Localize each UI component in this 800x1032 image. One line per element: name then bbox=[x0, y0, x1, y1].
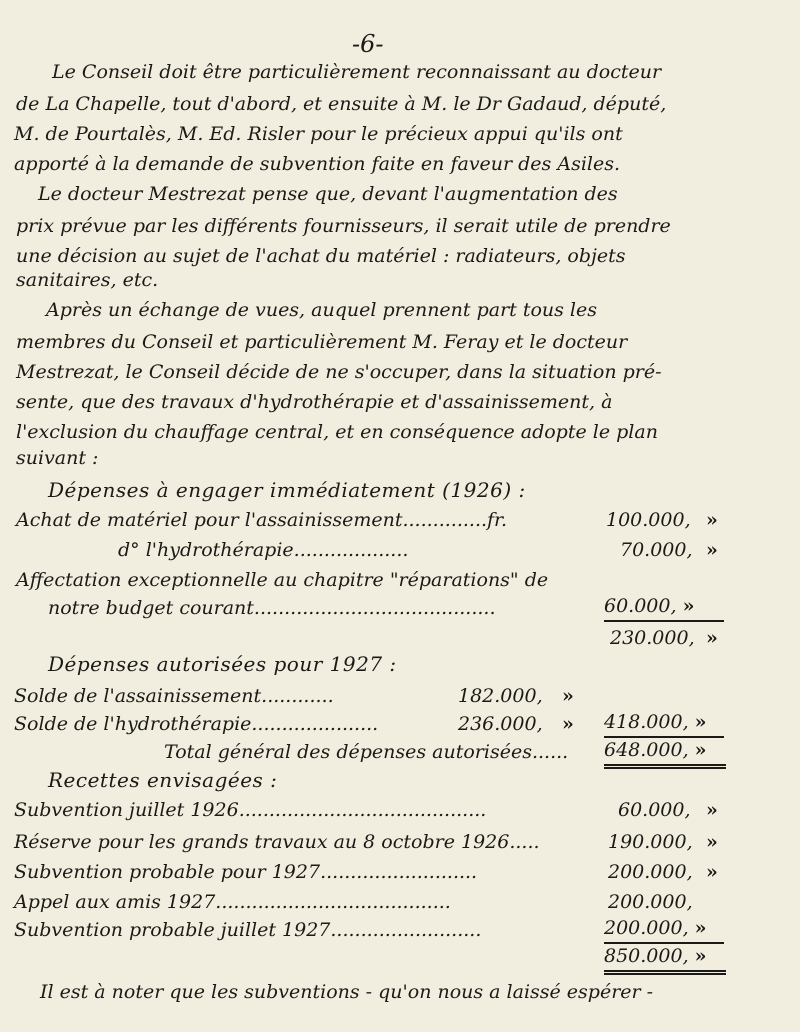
section2-row-2-label: Solde de l'hydrothérapie..................... bbox=[14, 713, 379, 735]
paragraph3-line-4: sente, que des travaux d'hydrothérapie et d'assainissement, à bbox=[16, 391, 613, 413]
section3-row-1-label: Subvention juillet 1926......................................... bbox=[14, 799, 487, 821]
section1-total-mark: » bbox=[706, 627, 718, 649]
section3-total-text: 850.000, bbox=[604, 945, 689, 967]
section3-row-2-mark: » bbox=[706, 831, 718, 853]
section3-row-1-amount: 60.000, bbox=[618, 799, 691, 821]
section1-row-4-label: notre budget courant........................................ bbox=[48, 597, 496, 619]
section3-row-2-label: Réserve pour les grands travaux au 8 octobre 1926..... bbox=[14, 831, 540, 853]
closing-line: Il est à noter que les subventions - qu'on nous a laissé espérer - bbox=[40, 981, 654, 1003]
section2-row-2-mark: » bbox=[694, 711, 707, 733]
section1-row-2-amount: 70.000, bbox=[620, 539, 693, 561]
section2-row-1-sub-mark: » bbox=[562, 685, 574, 707]
section1-row-3-label: Affectation exceptionnelle au chapitre "réparations" de bbox=[16, 569, 549, 591]
section3-row-2-amount: 190.000, bbox=[608, 831, 693, 853]
paragraph3-line-6: suivant : bbox=[16, 447, 99, 469]
section1-row-4-amount bbox=[604, 592, 724, 622]
section2-row-2-amount bbox=[604, 708, 724, 738]
paragraph1-line-1: Le Conseil doit être particulièrement reconnaissant au docteur bbox=[52, 61, 662, 83]
section3-row-4-label: Appel aux amis 1927....................................... bbox=[14, 891, 451, 913]
paragraph3-line-2: membres du Conseil et particulièrement M. Feray et le docteur bbox=[16, 331, 628, 353]
section1-row-2-label: d° l'hydrothérapie................... bbox=[118, 539, 409, 561]
paragraph1-line-4: apporté à la demande de subvention faite en faveur des Asiles. bbox=[14, 153, 621, 175]
paragraph3-line-1: Après un échange de vues, auquel prennent part tous les bbox=[46, 299, 597, 321]
section1-row-4-amount-text: 60.000, bbox=[604, 595, 677, 617]
paragraph1-line-3: M. de Pourtalès, M. Ed. Risler pour le précieux appui qu'ils ont bbox=[14, 123, 623, 145]
section2-grand-total-text: 648.000, bbox=[604, 739, 689, 761]
section1-row-1-amount: 100.000, bbox=[606, 509, 691, 531]
section3-row-5-mark: » bbox=[694, 917, 707, 939]
section2-row-2-amount-text: 418.000, bbox=[604, 711, 689, 733]
section3-row-5-amount bbox=[604, 914, 724, 944]
section2-grand-total-label: Total général des dépenses autorisées...... bbox=[164, 741, 569, 763]
section3-row-4-amount: 200.000, bbox=[608, 891, 693, 913]
section3-row-5-label: Subvention probable juillet 1927......................... bbox=[14, 919, 482, 941]
section1-row-4-mark: » bbox=[682, 595, 695, 617]
paragraph2-line-3: une décision au sujet de l'achat du matériel : radiateurs, objets bbox=[16, 245, 626, 267]
section3-row-3-mark: » bbox=[706, 861, 718, 883]
section1-heading: Dépenses à engager immédiatement (1926) : bbox=[48, 478, 526, 502]
section3-row-5-amount-text: 200.000, bbox=[604, 917, 689, 939]
section3-total-mark: » bbox=[694, 945, 707, 967]
section1-row-1-mark: » bbox=[706, 509, 718, 531]
section1-row-2-mark: » bbox=[706, 539, 718, 561]
paragraph3-line-3: Mestrezat, le Conseil décide de ne s'occuper, dans la situation pré- bbox=[16, 361, 662, 383]
section3-row-1-mark: » bbox=[706, 799, 718, 821]
paragraph2-line-2: prix prévue par les différents fournisseurs, il serait utile de prendre bbox=[16, 215, 671, 237]
section2-grand-total bbox=[604, 736, 726, 769]
section1-total: 230.000, bbox=[610, 627, 695, 649]
section2-heading: Dépenses autorisées pour 1927 : bbox=[48, 652, 397, 676]
section2-row-1-label: Solde de l'assainissement............ bbox=[14, 685, 334, 707]
section1-row-1-label: Achat de matériel pour l'assainissement..............fr. bbox=[16, 509, 508, 531]
section3-heading: Recettes envisagées : bbox=[48, 768, 278, 792]
paragraph1-line-2: de La Chapelle, tout d'abord, et ensuite à M. le Dr Gadaud, député, bbox=[16, 93, 667, 115]
paragraph2-line-4: sanitaires, etc. bbox=[16, 269, 159, 291]
section2-grand-total-mark: » bbox=[694, 739, 707, 761]
section2-row-2-sub: 236.000, bbox=[458, 713, 543, 735]
section3-row-3-label: Subvention probable pour 1927.......................... bbox=[14, 861, 478, 883]
section2-row-2-sub-mark: » bbox=[562, 713, 574, 735]
paragraph2-line-1: Le docteur Mestrezat pense que, devant l'augmentation des bbox=[38, 183, 618, 205]
section3-total bbox=[604, 942, 726, 975]
section2-row-1-sub: 182.000, bbox=[458, 685, 543, 707]
page-number: -6- bbox=[352, 30, 384, 58]
section3-row-3-amount: 200.000, bbox=[608, 861, 693, 883]
paragraph3-line-5: l'exclusion du chauffage central, et en conséquence adopte le plan bbox=[16, 421, 658, 443]
